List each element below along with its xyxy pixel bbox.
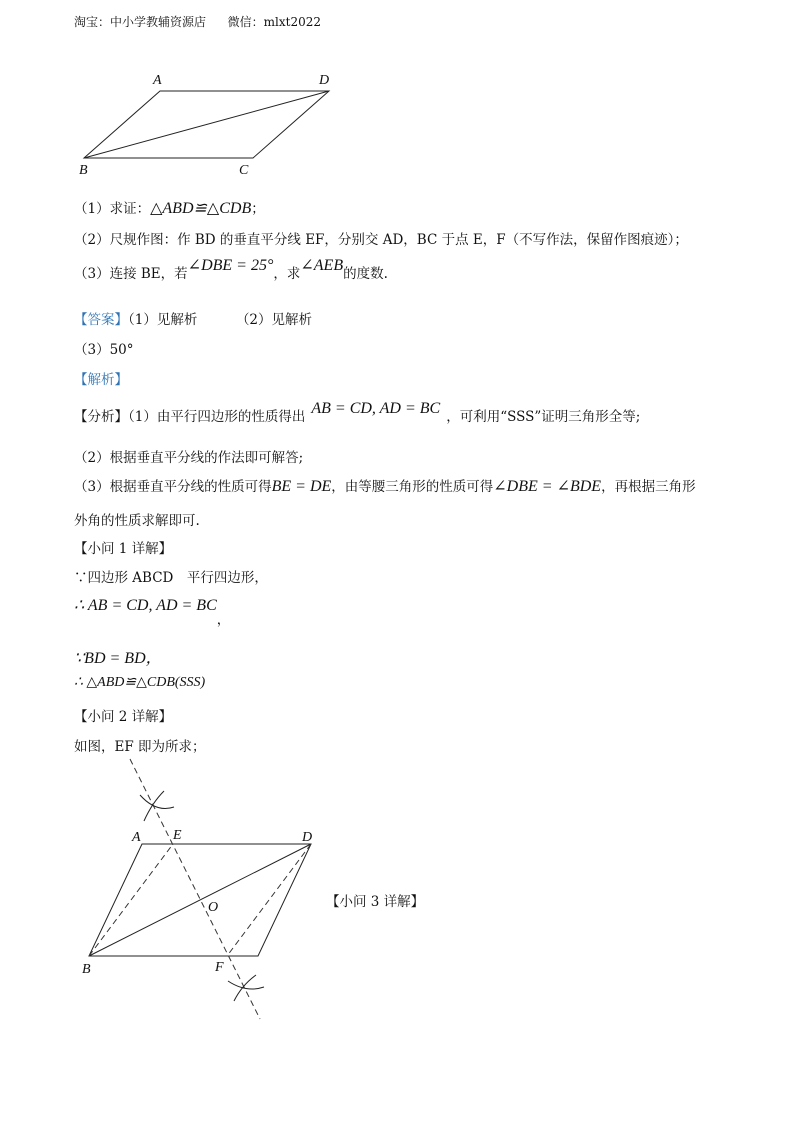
detail-1-line-1: ∵四边形 ABCD 平行四边形， [74, 570, 268, 586]
detail-2-line-1: 如图，EF 即为所求； [74, 739, 206, 755]
fx3-math-angles: ∠DBE = ∠BDE [493, 478, 602, 495]
question-1 [74, 197, 265, 218]
detail-1-math-4: ∴ △ABD≌△CDB(SSS) [74, 675, 206, 690]
fx1-math: AB = CD, AD = BC [311, 400, 441, 417]
analysis-part-1 [74, 400, 641, 426]
question-3 [74, 257, 388, 283]
analysis-part-3 [74, 475, 696, 496]
arc-mark-bottom-1 [228, 981, 264, 989]
q3-suffix: 的度数. [343, 266, 388, 282]
fx3-math-be-de: BE = DE [271, 478, 332, 495]
header-wechat: 微信：mlxt2022 [227, 15, 322, 29]
perpendicular-bisector-ef [130, 759, 260, 1019]
page-header [74, 13, 321, 30]
label-c: C [239, 163, 249, 178]
label-e: E [173, 828, 182, 843]
label-o: O [208, 900, 219, 915]
label-b: B [79, 163, 88, 178]
label-b-2: B [82, 962, 91, 977]
fx3-prefix: （3）根据垂直平分线的性质可得 [74, 479, 272, 495]
answer-line [74, 308, 312, 328]
label-a: A [153, 73, 162, 88]
detail-1-math-3: ∵BD = BD， [74, 650, 162, 667]
q3-prefix: （3）连接 BE，若 [74, 266, 188, 282]
q1-prefix: （1）求证： [74, 201, 151, 217]
answer-tag: 【答案】 [74, 312, 128, 328]
q3-mid: ，求 [273, 266, 301, 282]
detail-1-math-2: ∴ AB = CD, AD = BC [74, 597, 217, 614]
diagonal-bd-2 [89, 844, 311, 956]
q3-math-angle-dbe: ∠DBE = 25° [187, 257, 274, 274]
q1-math: △ABD≌△CDB [150, 200, 252, 217]
detail-2-heading: 【小问 2 详解】 [74, 709, 173, 725]
question-2: （2）尺规作图：作 BD 的垂直平分线 EF，分别交 AD，BC 于点 E，F（不写作法，保留作图痕迹）； [74, 232, 688, 248]
fx1-prefix: 【分析】（1）由平行四边形的性质得出 [74, 409, 306, 425]
detail-1-line-3 [74, 645, 162, 668]
fx3-mid: ，由等腰三角形的性质可得 [331, 479, 494, 495]
q3-math-angle-aeb: ∠AEB [300, 257, 344, 274]
q1-suffix: ； [251, 201, 265, 217]
analysis-part-3-cont: 外角的性质求解即可. [74, 513, 200, 529]
fx1-suffix: ，可利用“SSS”证明三角形全等; [446, 409, 641, 425]
header-shop: 淘宝：中小学教辅资源店 [74, 15, 207, 29]
fx3-suffix: ，再根据三角形 [601, 479, 696, 495]
analysis-tag: 【解析】 [74, 372, 128, 388]
answer-3: （3）50° [74, 342, 134, 358]
figure-2-construction [78, 755, 358, 1025]
label-d: D [319, 73, 330, 88]
answer-1: （1）见解析 [128, 312, 198, 328]
label-d-2: D [302, 830, 313, 845]
dashed-be [89, 844, 173, 956]
detail-3-heading: 【小问 3 详解】 [326, 894, 425, 910]
label-a-2: A [132, 830, 141, 845]
analysis-part-2: （2）根据垂直平分线的作法即可解答; [74, 450, 304, 466]
detail-1-heading: 【小问 1 详解】 [74, 541, 173, 557]
answer-2: （2）见解析 [235, 312, 313, 328]
detail-1-line-4 [74, 674, 205, 691]
detail-1-line-2 [74, 594, 231, 628]
detail-1-comma: ， [216, 612, 231, 628]
figure-1-parallelogram [75, 70, 335, 180]
diagonal-bd [84, 91, 329, 158]
dashed-df [227, 844, 311, 956]
arc-mark-top-1 [140, 795, 174, 809]
label-f: F [215, 960, 224, 975]
